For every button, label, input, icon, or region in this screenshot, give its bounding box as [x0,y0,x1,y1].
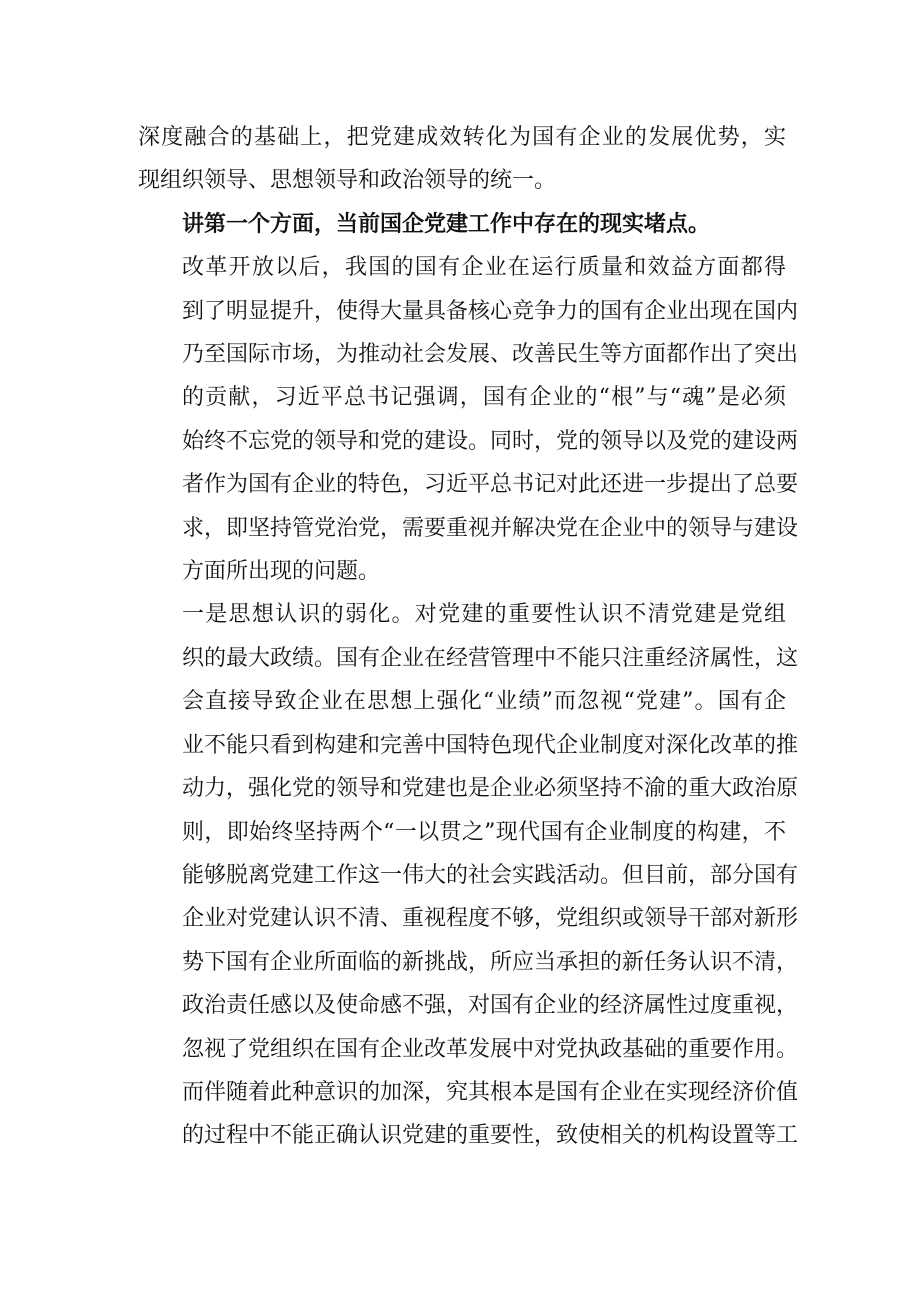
text-line: 会直接导致企业在思想上强化“业绩”而忽视“党建”。国有企 [182,689,786,715]
text-line: 乃至国际市场，为推动社会发展、改善民生等方面都作出了突出 [182,342,799,368]
text-line: 的过程中不能正确认识党建的重要性，致使相关的机构设置等工 [182,1123,799,1149]
text-line: 则，即始终坚持两个“一以贯之”现代国有企业制度的构建，不 [182,819,786,845]
text-line: 现组织领导、思想领导和政治领导的统一。 [138,168,557,194]
text-line: 企业对党建认识不清、重视程度不够，党组织或领导干部对新形 [182,906,799,932]
text-line: 业不能只看到构建和完善中国特色现代企业制度对深化改革的推 [182,732,799,758]
paragraph [138,246,799,593]
document-page [138,116,799,1158]
text-line: 忽视了党组织在国有企业改革发展中对党执政基础的重要作用。 [182,1036,799,1062]
text-line: 改革开放以后，我国的国有企业在运行质量和效益方面都得 [182,255,786,281]
text-line: 始终不忘党的领导和党的建设。同时，党的领导以及党的建设两 [182,428,799,454]
text-line: 势下国有企业所面临的新挑战，所应当承担的新任务认识不清， [182,949,799,975]
text-line: 深度融合的基础上，把党建成效转化为国有企业的发展优势，实 [138,125,786,150]
text-line: 讲第一个方面，当前国企党建工作中存在的现实堵点。 [182,210,711,237]
text-line: 织的最大政绩。国有企业在经营管理中不能只注重经济属性，这 [182,645,799,671]
text-line: 政治责任感以及使命感不强，对国有企业的经济属性过度重视， [182,993,799,1019]
text-line: 方面所出现的问题。 [182,559,381,585]
text-line: 一是思想认识的弱化。对党建的重要性认识不清党建是党组 [182,602,786,628]
text-line: 到了明显提升，使得大量具备核心竞争力的国有企业出现在国内 [182,298,799,324]
text-line: 的贡献，习近平总书记强调，国有企业的“根”与“魂”是必须 [182,385,786,411]
section-heading [138,203,786,246]
text-line: 者作为国有企业的特色，习近平总书记对此还进一步提出了总要 [182,472,799,498]
text-line: 求，即坚持管党治党，需要重视并解决党在企业中的领导与建设 [182,515,799,541]
paragraph [138,593,799,1157]
paragraph [138,116,786,203]
text-line: 动力，强化党的领导和党建也是企业必须坚持不渝的重大政治原 [182,776,799,802]
text-line: 能够脱离党建工作这一伟大的社会实践活动。但目前，部分国有 [182,862,799,888]
text-line: 而伴随着此种意识的加深，究其根本是国有企业在实现经济价值 [182,1079,799,1105]
